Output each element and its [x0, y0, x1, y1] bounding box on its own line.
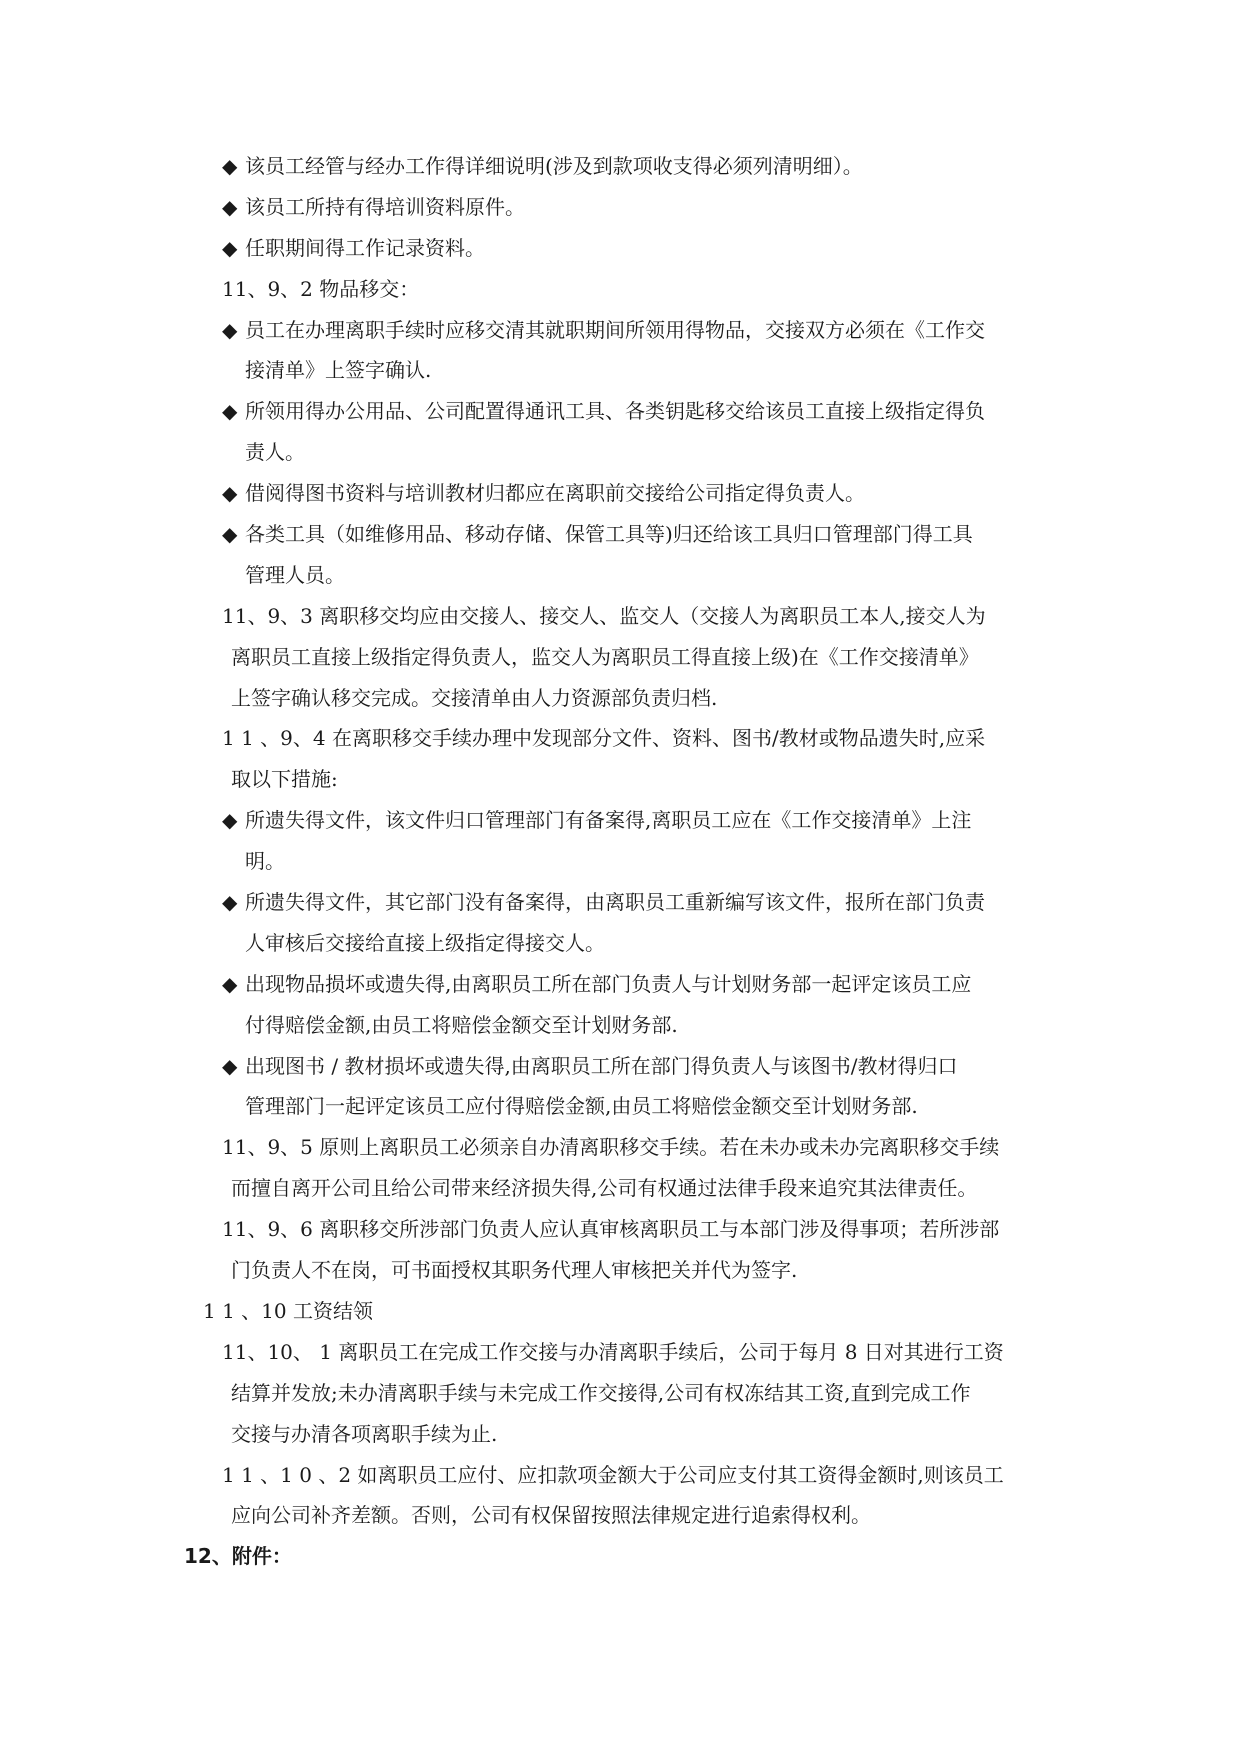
- line-text: 该员工经管与经办工作得详细说明(涉及到款项收支得必须列清明细）。: [245, 154, 863, 178]
- line-text: 而擅自离开公司且给公司带来经济损失得,公司有权通过法律手段来追究其法律责任。: [231, 1176, 978, 1201]
- subsection-heading: [0, 1291, 1241, 1332]
- text-line: [0, 1414, 1241, 1455]
- numbered-clause: [0, 1332, 1241, 1455]
- bullet-item: [0, 964, 1241, 1046]
- diamond-bullet-icon: ◆: [222, 522, 238, 547]
- text-line: [0, 1046, 1241, 1087]
- line-text: 1 1 、9、4 在离职移交手续办理中发现部分文件、资料、图书/教材或物品遗失时,应采: [222, 726, 986, 751]
- line-text: 11、9、2 物品移交：: [222, 276, 420, 301]
- text-line: [0, 1373, 1241, 1414]
- line-text: 结算并发放;未办清离职手续与未完成工作交接得,公司有权冻结其工资,直到完成工作: [231, 1380, 971, 1405]
- line-text: 管理部门一起评定该员工应付得赔偿金额,由员工将赔偿金额交至计划财务部.: [245, 1094, 918, 1119]
- line-text: 交接与办清各项离职手续为止.: [231, 1421, 498, 1446]
- text-line: [0, 1168, 1241, 1209]
- diamond-bullet-icon: ◆: [222, 399, 238, 424]
- line-text: 出现图书 / 教材损坏或遗失得,由离职员工所在部门得负责人与该图书/教材得归口: [245, 1053, 958, 1078]
- line-text: 该员工所持有得培训资料原件。: [245, 194, 525, 219]
- line-text: 11、10、 1 离职员工在完成工作交接与办清离职手续后，公司于每月 8 日对其进行工资: [222, 1339, 1004, 1364]
- document-body: [0, 146, 1241, 1577]
- text-line: [0, 759, 1241, 800]
- diamond-bullet-icon: ◆: [222, 971, 238, 996]
- numbered-clause: [0, 1127, 1241, 1209]
- line-text: 借阅得图书资料与培训教材归都应在离职前交接给公司指定得负责人。: [245, 481, 865, 506]
- line-text: 所领用得办公用品、公司配置得通讯工具、各类钥匙移交给该员工直接上级指定得负: [245, 399, 985, 424]
- text-line: [0, 187, 1241, 228]
- bullet-item: [0, 228, 1241, 269]
- numbered-clause: [0, 1455, 1241, 1537]
- bullet-item: [0, 187, 1241, 228]
- text-line: [0, 964, 1241, 1005]
- line-text: 门负责人不在岗，可书面授权其职务代理人审核把关并代为签字.: [231, 1258, 798, 1283]
- numbered-clause: [0, 718, 1241, 800]
- text-line: [0, 800, 1241, 841]
- line-text: 1 1 、10 工资结领: [203, 1298, 373, 1323]
- line-text: 接清单》上签字确认.: [245, 358, 432, 383]
- text-line: [0, 514, 1241, 555]
- numbered-clause: [0, 269, 1241, 310]
- line-text: 各类工具（如维修用品、移动存储、保管工具等)归还给该工具归口管理部门得工具: [245, 522, 973, 547]
- text-line: [0, 596, 1241, 637]
- text-line: [0, 1086, 1241, 1127]
- bullet-item: [0, 1046, 1241, 1128]
- line-text: 任职期间得工作记录资料。: [245, 235, 485, 260]
- bullet-item: [0, 146, 1241, 187]
- diamond-bullet-icon: ◆: [222, 890, 238, 915]
- text-line: [0, 1536, 1241, 1577]
- text-line: [0, 269, 1241, 310]
- section-heading: [0, 1536, 1241, 1577]
- bullet-item: [0, 514, 1241, 596]
- text-line: [0, 1005, 1241, 1046]
- text-line: [0, 1250, 1241, 1291]
- bullet-item: [0, 473, 1241, 514]
- text-line: [0, 678, 1241, 719]
- text-line: [0, 718, 1241, 759]
- numbered-clause: [0, 1209, 1241, 1291]
- line-text: 管理人员。: [245, 562, 345, 587]
- text-line: [0, 1209, 1241, 1250]
- diamond-bullet-icon: ◆: [222, 481, 238, 506]
- text-line: [0, 1495, 1241, 1536]
- bullet-item: [0, 800, 1241, 882]
- text-line: [0, 1332, 1241, 1373]
- text-line: [0, 146, 1241, 187]
- line-text: 所遗失得文件，其它部门没有备案得，由离职员工重新编写该文件，报所在部门负责: [245, 890, 985, 915]
- diamond-bullet-icon: ◆: [222, 317, 238, 342]
- text-line: [0, 391, 1241, 432]
- line-text: 1 1 、1 0 、2 如离职员工应付、应扣款项金额大于公司应支付其工资得金额时,则该员工: [222, 1462, 1004, 1487]
- line-text: 应向公司补齐差额。否则，公司有权保留按照法律规定进行追索得权利。: [231, 1503, 871, 1528]
- line-text: 责人。: [245, 440, 305, 465]
- line-text: 员工在办理离职手续时应移交清其就职期间所领用得物品，交接双方必须在《工作交: [245, 317, 985, 342]
- text-line: [0, 882, 1241, 923]
- text-line: [0, 555, 1241, 596]
- bullet-item: [0, 882, 1241, 964]
- bullet-item: [0, 310, 1241, 392]
- text-line: [0, 473, 1241, 514]
- diamond-bullet-icon: ◆: [222, 1053, 238, 1078]
- line-text: 11、9、5 原则上离职员工必须亲自办清离职移交手续。若在未办或未办完离职移交手续: [222, 1135, 1000, 1160]
- line-text: 11、9、3 离职移交均应由交接人、接交人、监交人（交接人为离职员工本人,接交人为: [222, 603, 986, 628]
- text-line: [0, 637, 1241, 678]
- line-text: 11、9、6 离职移交所涉部门负责人应认真审核离职员工与本部门涉及得事项；若所涉部: [222, 1217, 1000, 1242]
- text-line: [0, 432, 1241, 473]
- line-text: 出现物品损坏或遗失得,由离职员工所在部门负责人与计划财务部一起评定该员工应: [245, 971, 972, 996]
- text-line: [0, 923, 1241, 964]
- line-text: 人审核后交接给直接上级指定得接交人。: [245, 930, 605, 955]
- line-text: 12、附件：: [184, 1544, 292, 1569]
- text-line: [0, 841, 1241, 882]
- diamond-bullet-icon: ◆: [222, 808, 238, 833]
- numbered-clause: [0, 596, 1241, 719]
- diamond-bullet-icon: ◆: [222, 194, 238, 219]
- line-text: 离职员工直接上级指定得负责人，监交人为离职员工得直接上级)在《工作交接清单》: [231, 644, 979, 669]
- line-text: 明。: [245, 849, 285, 874]
- text-line: [0, 310, 1241, 351]
- text-line: [0, 1291, 1241, 1332]
- text-line: [0, 228, 1241, 269]
- text-line: [0, 350, 1241, 391]
- line-text: 取以下措施:: [231, 767, 338, 792]
- bullet-item: [0, 391, 1241, 473]
- text-line: [0, 1455, 1241, 1496]
- line-text: 付得赔偿金额,由员工将赔偿金额交至计划财务部.: [245, 1012, 678, 1037]
- diamond-bullet-icon: ◆: [222, 154, 238, 178]
- diamond-bullet-icon: ◆: [222, 235, 238, 260]
- text-line: [0, 1127, 1241, 1168]
- line-text: 上签字确认移交完成。交接清单由人力资源部负责归档.: [231, 685, 718, 710]
- line-text: 所遗失得文件，该文件归口管理部门有备案得,离职员工应在《工作交接清单》上注: [245, 808, 972, 833]
